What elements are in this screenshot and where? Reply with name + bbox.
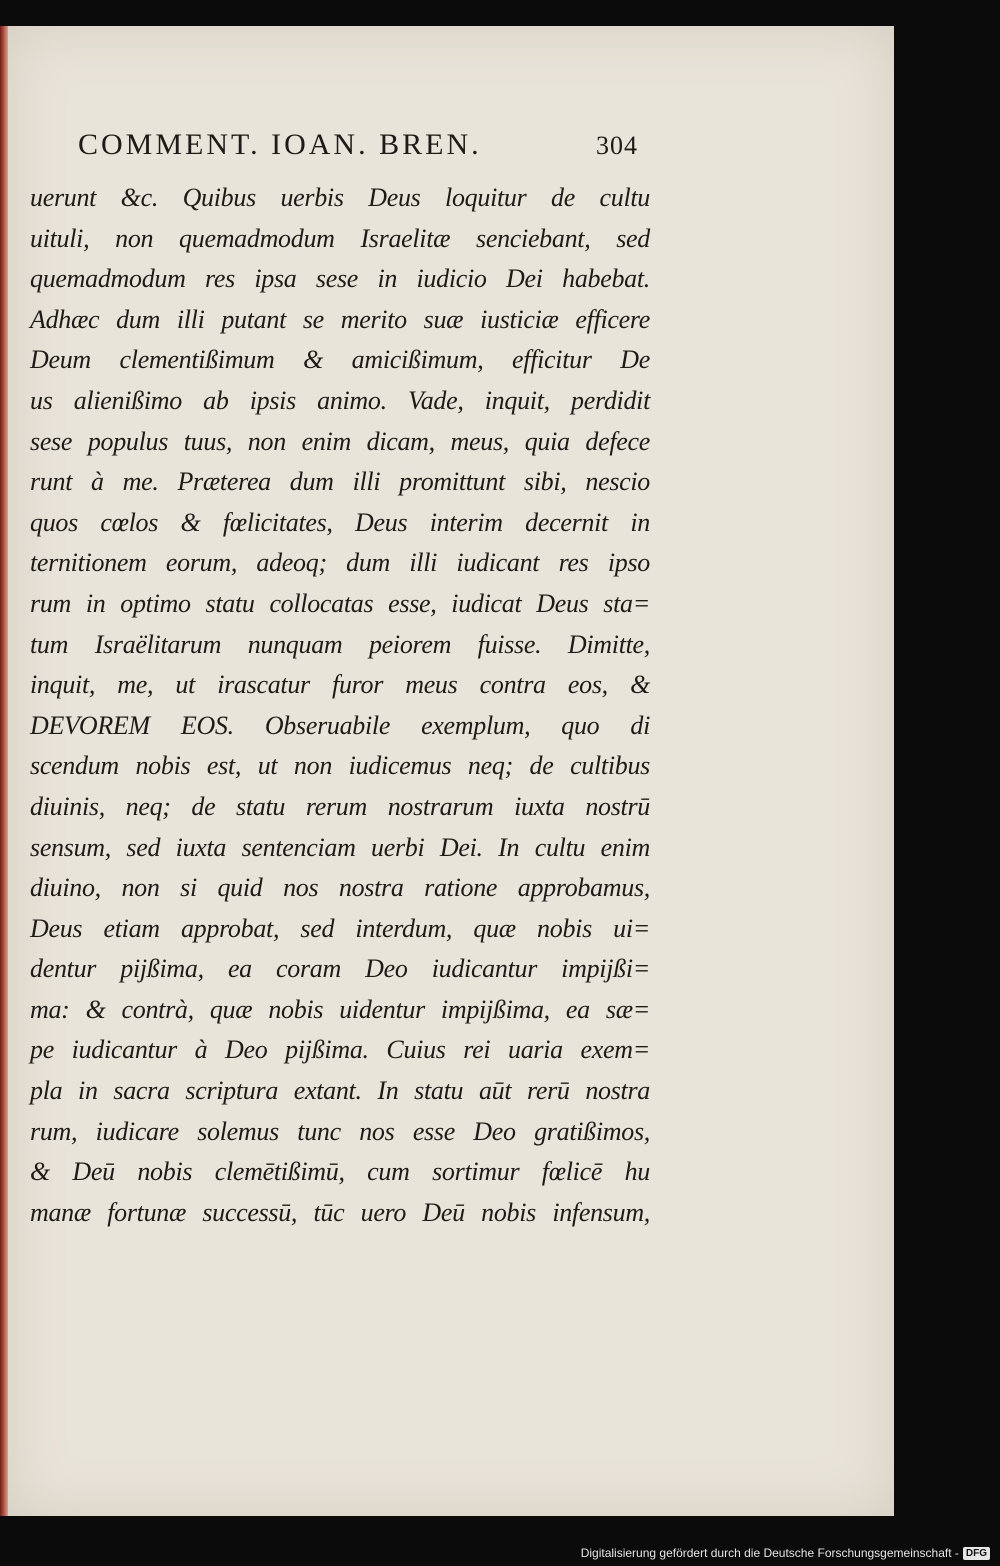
text-line: diuinis, neq; de statu rerum nostrarum iuxta nostrū bbox=[30, 791, 650, 821]
text-line: rum, iudicare solemus tunc nos esse Deo gratißimos, bbox=[30, 1116, 650, 1146]
text-line: DEVOREM EOS. Obseruabile exemplum, quo di bbox=[30, 710, 650, 740]
text-line: uerunt &c. Quibus uerbis Deus loquitur de cultu bbox=[30, 183, 650, 212]
text-line: dentur pijßima, ea coram Deo iudicantur impijßi= bbox=[30, 954, 650, 984]
body-text bbox=[30, 178, 650, 1233]
text-line: Deus etiam approbat, sed interdum, quæ nobis ui= bbox=[30, 913, 650, 943]
text-line: rum in optimo statu collocatas esse, iudicat Deus sta= bbox=[30, 588, 650, 618]
text-line: & Deū nobis clemētißimū, cum sortimur fœlicē hu bbox=[30, 1157, 650, 1187]
page-header bbox=[78, 128, 638, 172]
text-line: ternitionem eorum, adeoq; dum illi iudicant res ipso bbox=[30, 548, 650, 578]
text-line: ma: & contrà, quæ nobis uidentur impijßima, ea sæ= bbox=[30, 994, 650, 1024]
text-line: runt à me. Præterea dum illi promittunt sibi, nescio bbox=[30, 467, 650, 497]
page-number: 304 bbox=[596, 131, 638, 160]
text-line: uituli, non quemadmodum Israelitæ senciebant, sed bbox=[30, 223, 650, 253]
text-line: diuino, non si quid nos nostra ratione approbamus, bbox=[30, 873, 650, 903]
text-line: tum Israëlitarum nunquam peiorem fuisse. Dimitte, bbox=[30, 629, 650, 659]
text-line: us alienißimo ab ipsis animo. Vade, inquit, perdidit bbox=[30, 385, 650, 415]
text-line: pla in sacra scriptura extant. In statu aūt rerū nostra bbox=[30, 1076, 650, 1106]
running-head: COMMENT. IOAN. BREN. bbox=[78, 128, 482, 161]
dfg-logo: DFG bbox=[963, 1547, 990, 1560]
text-line: sese populus tuus, non enim dicam, meus, quia defece bbox=[30, 426, 650, 456]
text-line: inquit, me, ut irascatur furor meus contra eos, & bbox=[30, 670, 650, 700]
text-line: scendum nobis est, ut non iudicemus neq; de cultibus bbox=[30, 751, 650, 781]
text-line: sensum, sed iuxta sentenciam uerbi Dei. In cultu enim bbox=[30, 832, 650, 862]
text-line: pe iudicantur à Deo pijßima. Cuius rei uaria exem= bbox=[30, 1035, 650, 1065]
credit-text: Digitalisierung gefördert durch die Deutsche Forschungsgemeinschaft - bbox=[580, 1546, 959, 1560]
text-line: quos cœlos & fœlicitates, Deus interim decernit in bbox=[30, 507, 650, 537]
text-line: Deum clementißimum & amicißimum, efficitur De bbox=[30, 345, 650, 375]
digitization-credit bbox=[581, 1546, 990, 1560]
text-line: Adhæc dum illi putant se merito suæ iusticiæ efficere bbox=[30, 304, 650, 334]
text-line: quemadmodum res ipsa sese in iudicio Dei habebat. bbox=[30, 264, 650, 294]
text-line: manæ fortunæ successū, tūc uero Deū nobis infensum, bbox=[30, 1197, 650, 1227]
